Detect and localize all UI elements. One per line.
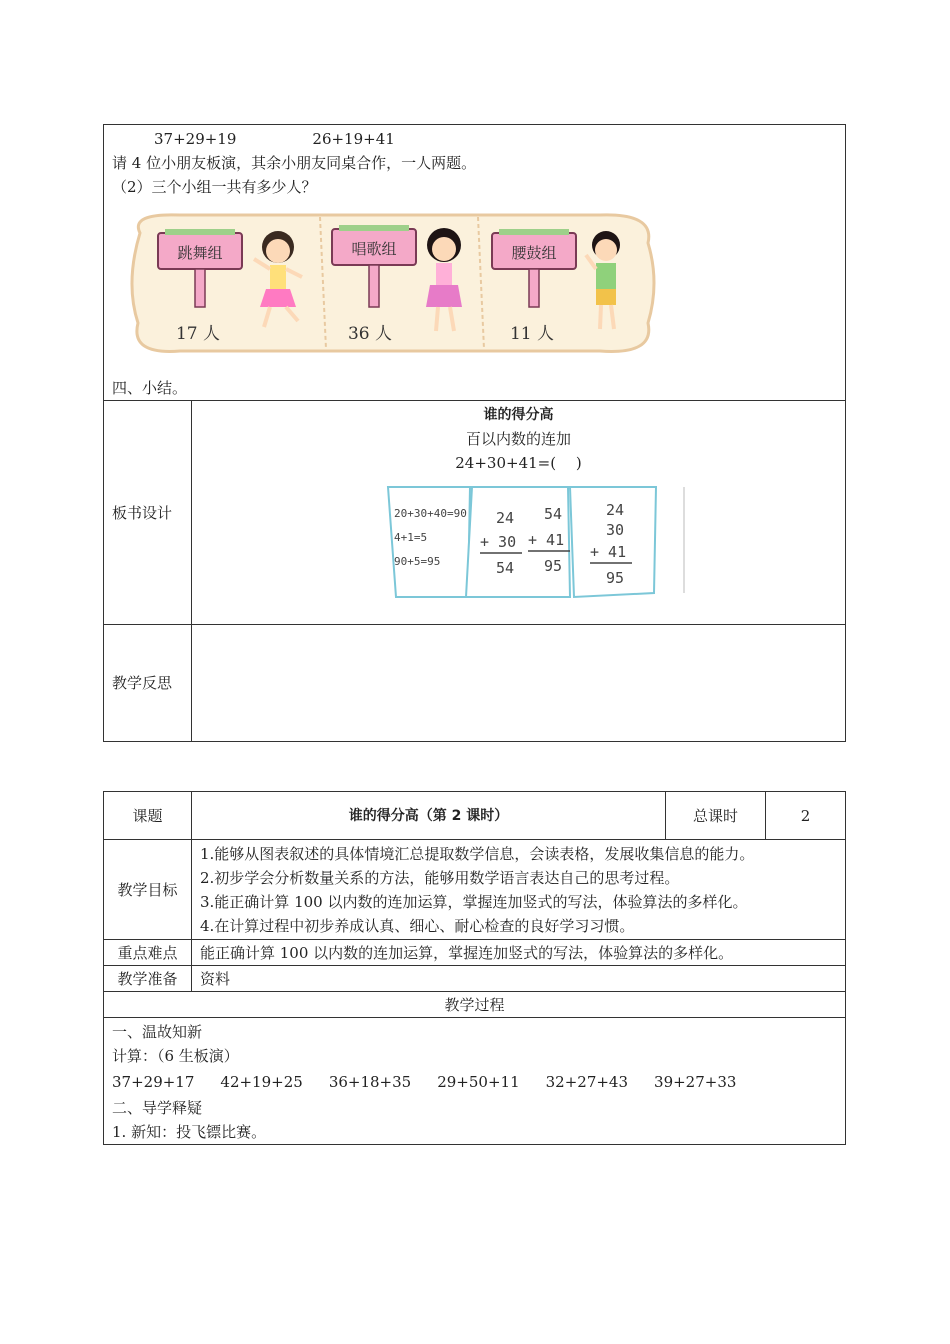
group-name: 腰鼓组 — [511, 244, 557, 262]
calc-expression: 37+29+17 — [112, 1073, 195, 1091]
key-points-label: 重点难点 — [104, 940, 192, 966]
reflection-label: 教学反思 — [104, 625, 192, 742]
question-text: （2）三个小组一共有多少人？ — [112, 178, 317, 196]
expression: 37+29+19 — [154, 130, 237, 148]
card2-addend: + 30 — [480, 533, 517, 551]
topic-label: 课题 — [104, 792, 192, 840]
card2-sum: 54 — [496, 559, 515, 577]
board-equation: 24+30+41=( ) — [455, 454, 582, 472]
key-points-value: 能正确计算 100 以内数的连加运算，掌握连加竖式的写法，体验算法的多样化。 — [192, 940, 846, 966]
calc-expression: 39+27+33 — [654, 1073, 737, 1091]
card2-addend: 24 — [496, 509, 515, 527]
group-count: 11 人 — [509, 324, 555, 344]
guide-heading: 二、导学释疑 — [112, 1099, 203, 1117]
preparation-value: 资料 — [192, 966, 846, 992]
board-task-text: 请 4 位小朋友板演，其余小朋友同桌合作，一人两题。 — [112, 154, 477, 172]
card1-line: 4+1=5 — [394, 531, 428, 544]
calc-row — [112, 1068, 837, 1096]
expression-row — [112, 127, 837, 151]
board-design-cell — [192, 401, 846, 625]
lesson-continuation-table — [103, 124, 846, 742]
group-count: 17 人 — [175, 324, 221, 344]
calc-expression: 32+27+43 — [545, 1073, 629, 1091]
goal-item: 2.初步学会分析数量关系的方法，能够用数学语言表达自己的思考过程。 — [200, 868, 680, 887]
card3-sum: 95 — [606, 569, 625, 587]
card3-addend: + 41 — [590, 543, 627, 561]
review-heading: 一、温故知新 — [112, 1023, 203, 1041]
total-hours-value: 2 — [766, 792, 846, 840]
goals-label: 教学目标 — [104, 840, 192, 940]
expression: 26+19+41 — [312, 130, 395, 148]
card1-line: 20+30+40=90 — [394, 507, 467, 520]
group-name: 唱歌组 — [351, 240, 397, 258]
card2-addend: 54 — [544, 505, 563, 523]
card3-addend: 24 — [606, 501, 625, 519]
board-cards-illustration — [384, 483, 690, 601]
group-name: 跳舞组 — [177, 244, 223, 262]
total-hours-label: 总课时 — [666, 792, 766, 840]
board-subtitle: 百以内数的连加 — [465, 430, 571, 448]
board-design-label: 板书设计 — [104, 401, 192, 625]
goal-item: 1.能够从图表叙述的具体情境汇总提取数学信息，会读表格，发展收集信息的能力。 — [200, 844, 755, 863]
group-illustration — [120, 203, 660, 363]
summary-heading: 四、小结。 — [112, 379, 188, 397]
calc-heading: 计算：（6 生板演） — [112, 1047, 239, 1065]
card1-line: 90+5=95 — [394, 555, 441, 568]
card3-addend: 30 — [606, 521, 625, 539]
topic-value: 谁的得分高（第 2 课时） — [192, 792, 666, 840]
practice-cell — [104, 125, 846, 401]
calc-expression: 42+19+25 — [220, 1073, 303, 1091]
card2-sum: 95 — [544, 557, 563, 575]
calc-expression: 36+18+35 — [328, 1073, 412, 1091]
goal-item: 4.在计算过程中初步养成认真、细心、耐心检查的良好学习习惯。 — [200, 916, 635, 935]
lesson-plan-table — [103, 791, 846, 1145]
reflection-cell — [192, 625, 846, 742]
board-title: 谁的得分高 — [483, 407, 554, 423]
process-cell — [104, 1018, 846, 1145]
goal-item: 3.能正确计算 100 以内数的连加运算，掌握连加竖式的写法，体验算法的多样化。 — [200, 892, 748, 911]
card2-addend: + 41 — [528, 531, 565, 549]
preparation-label: 教学准备 — [104, 966, 192, 992]
goals-cell — [192, 840, 846, 940]
calc-expression: 29+50+11 — [437, 1073, 520, 1091]
process-heading: 教学过程 — [104, 992, 846, 1018]
group-count: 36 人 — [347, 324, 393, 344]
new-knowledge-item: 1. 新知：投飞镖比赛。 — [112, 1123, 267, 1141]
